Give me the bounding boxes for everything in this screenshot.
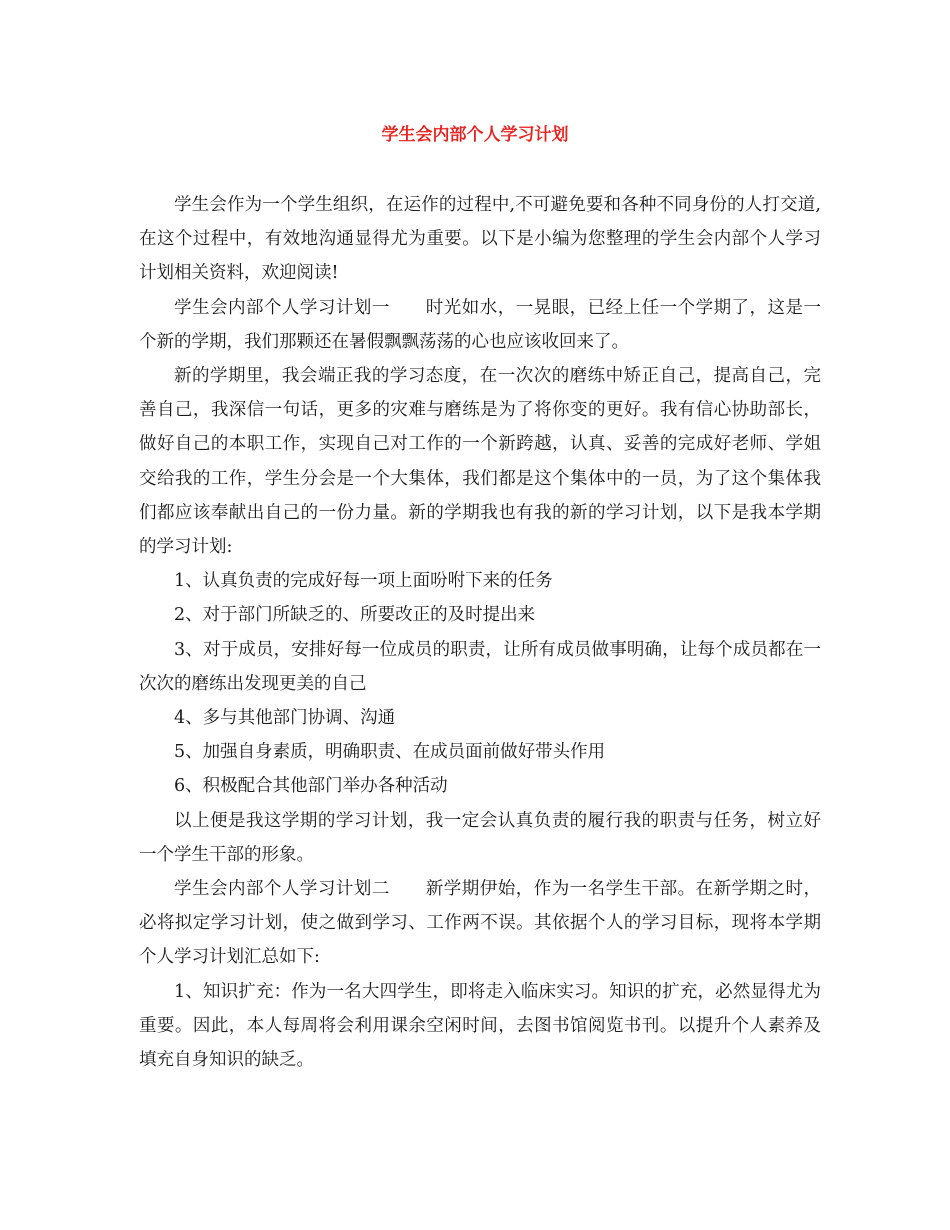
plan-two-item-1: 1、知识扩充：作为一名大四学生，即将走入临床实习。知识的扩充，必然显得尤为重要。因此，本人每周将会利用课余空闲时间，去图书馆阅览书刊。以提升个人素养及填充自身知识的缺乏。 — [139, 981, 821, 1071]
plan-one-item-6: 6、积极配合其他部门举办各种活动 — [174, 776, 448, 797]
plan-one-item-4: 4、多与其他部门协调、沟通 — [174, 708, 396, 729]
plan-one-opening-paragraph: 学生会内部个人学习计划一 时光如水，一晃眼，已经上任一个学期了，这是一个新的学期，我们那颗还在暑假飘飘荡荡的心也应该收回来了。 — [139, 297, 821, 352]
document-title: 学生会内部个人学习计划 — [381, 125, 569, 145]
plan-two-opening-paragraph: 学生会内部个人学习计划二 新学期伊始，作为一名学生干部。在新学期之时，必将拟定学习计划，使之做到学习、工作两不误。其依据个人的学习目标，现将本学期个人学习计划汇总如下: — [139, 879, 821, 968]
plan-one-item-5: 5、加强自身素质，明确职责、在成员面前做好带头作用 — [174, 742, 606, 763]
plan-one-body-paragraph: 新的学期里，我会端正我的学习态度，在一次次的磨练中矫正自己，提高自己，完善自己，我深信一句话，更多的灾难与磨练是为了将你变的更好。我有信心协助部长，做好自己的本职工作，实现自己对工作的一个新跨越，认真、妥善的完成好老师、学姐交给我的工作，学生分会是一个大集体，我们都是这个集体中的一员，为了这个集体我们都应该奉献出自己的一份力量。新的学期我也有我的新的学习计划，以下是我本学期的学习计划: — [139, 366, 821, 558]
intro-paragraph: 学生会作为一个学生组织，在运作的过程中,不可避免要和各种不同身份的人打交道,在这个过程中，有效地沟通显得尤为重要。以下是小编为您整理的学生会内部个人学习计划相关资料，欢迎阅读! — [139, 195, 821, 284]
document-body — [139, 188, 821, 1077]
plan-one-item-3: 3、对于成员，安排好每一位成员的职责，让所有成员做事明确，让每个成员都在一次次的磨练出发现更美的自己 — [139, 639, 821, 694]
plan-one-conclusion-paragraph: 以上便是我这学期的学习计划，我一定会认真负责的履行我的职责与任务，树立好一个学生干部的形象。 — [139, 810, 821, 865]
plan-one-item-2: 2、对于部门所缺乏的、所要改正的及时提出来 — [174, 605, 536, 626]
plan-one-item-1: 1、认真负责的完成好每一项上面吩咐下来的任务 — [174, 571, 553, 592]
